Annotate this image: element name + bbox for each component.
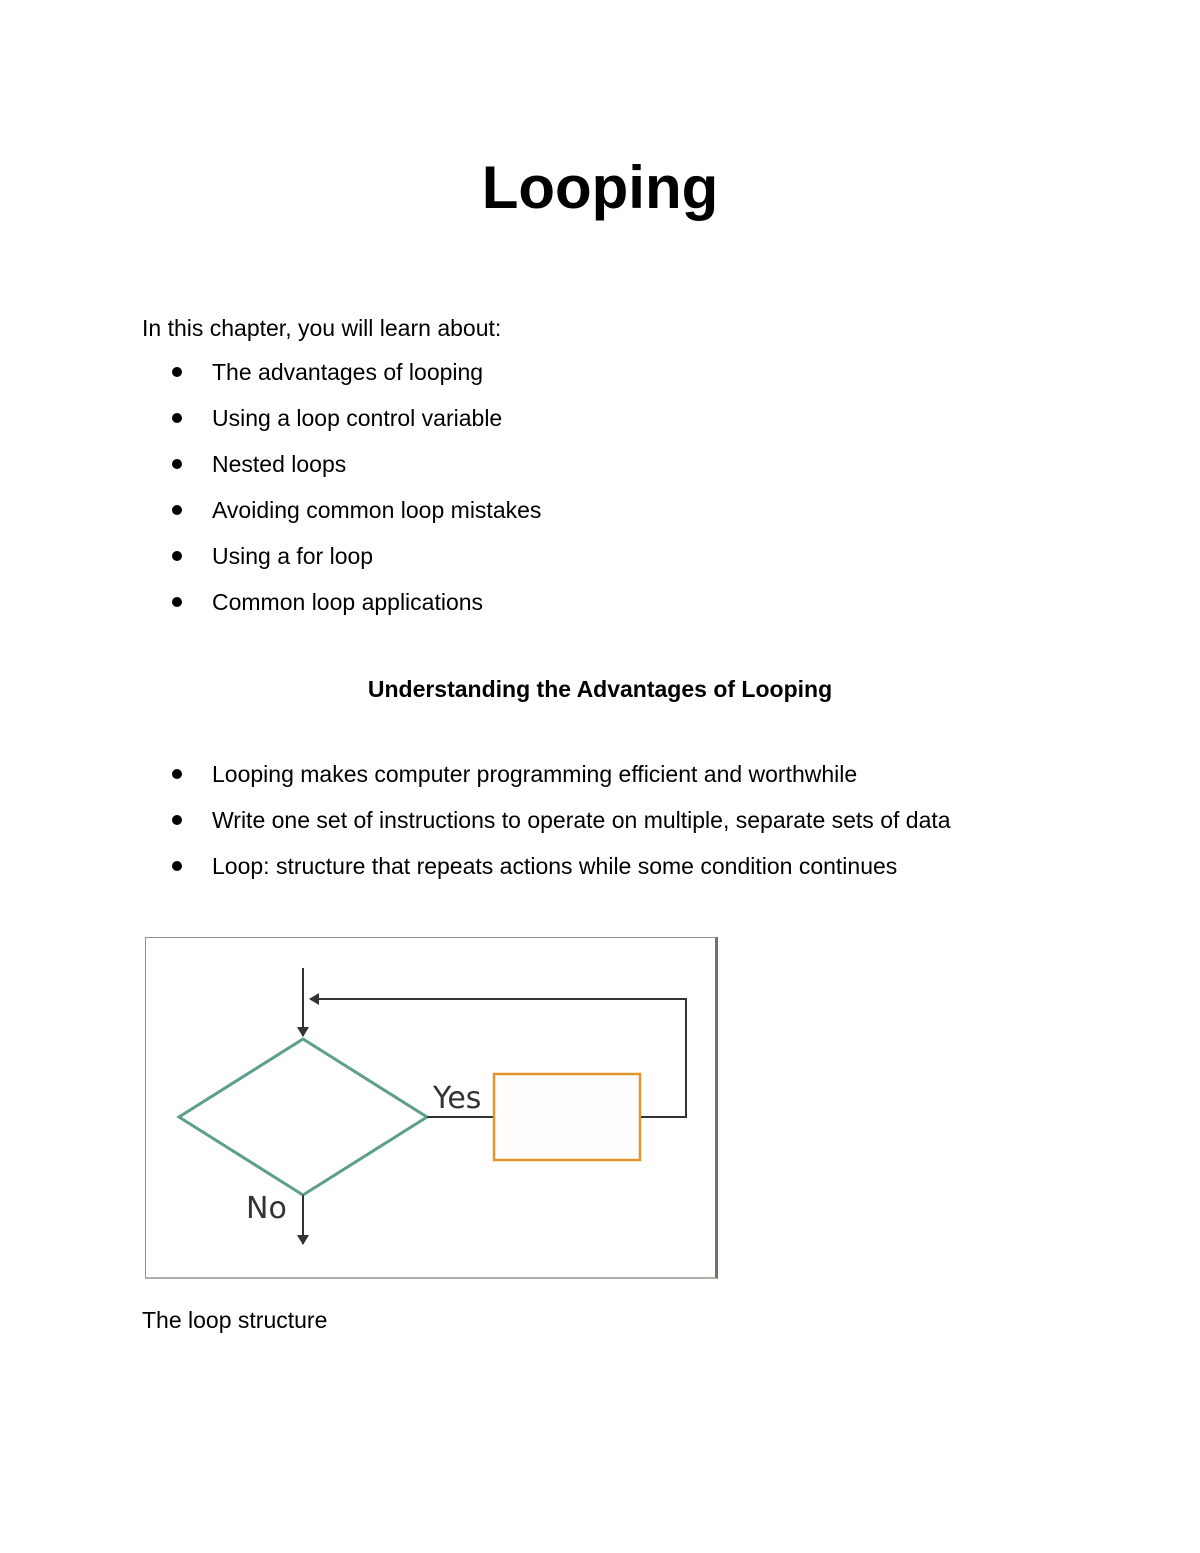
bullet-icon — [172, 459, 182, 469]
bullet-icon — [172, 769, 182, 779]
list-item — [0, 493, 541, 539]
list-item-text: Common loop applications — [212, 589, 484, 615]
list-item-text: Using a loop control variable — [212, 405, 503, 431]
section-heading: Understanding the Advantages of Looping — [367, 676, 833, 702]
bullet-icon — [172, 413, 182, 423]
bullet-icon — [172, 367, 182, 377]
decision-diamond — [179, 1039, 427, 1195]
process-box — [494, 1074, 640, 1160]
bullet-icon — [172, 597, 182, 607]
list-item — [0, 355, 541, 401]
list-item — [0, 757, 951, 803]
list-item-text: Write one set of instructions to operate on multiple, separate sets of data — [212, 807, 951, 833]
topics-list — [0, 355, 541, 631]
list-item-text: Using a for loop — [212, 543, 374, 569]
list-item-text: The advantages of looping — [212, 359, 484, 385]
list-item-text: Avoiding common loop mistakes — [212, 497, 542, 523]
list-item — [0, 803, 951, 849]
bullet-icon — [172, 861, 182, 871]
advantages-list — [0, 757, 951, 895]
list-item-text: Nested loops — [212, 451, 347, 477]
list-item — [0, 401, 541, 447]
no-label: No — [246, 1191, 287, 1226]
bullet-icon — [172, 505, 182, 515]
list-item-text: Looping makes computer programming efficient and worthwhile — [212, 761, 858, 787]
list-item — [0, 849, 951, 895]
intro-text: In this chapter, you will learn about: — [142, 315, 502, 341]
flowchart-diagram — [146, 938, 715, 1277]
bullet-icon — [172, 815, 182, 825]
figure-caption: The loop structure — [142, 1307, 328, 1333]
page-title: Looping — [481, 154, 719, 221]
list-item-text: Loop: structure that repeats actions while some condition continues — [212, 853, 898, 879]
list-item — [0, 585, 541, 631]
loop-structure-figure — [145, 937, 718, 1279]
list-item — [0, 539, 541, 585]
list-item — [0, 447, 541, 493]
bullet-icon — [172, 551, 182, 561]
yes-label: Yes — [433, 1081, 482, 1116]
